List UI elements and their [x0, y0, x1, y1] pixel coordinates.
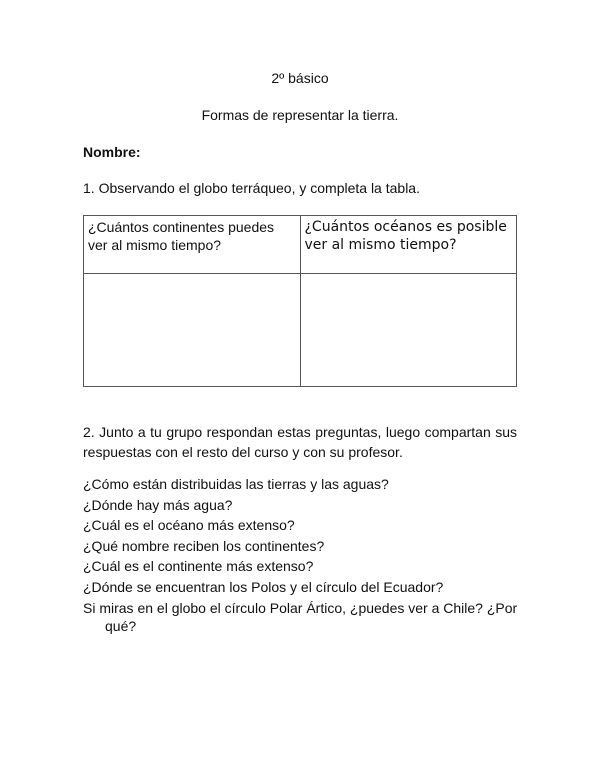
table-question-oceans: ¿Cuántos océanos es posible ver al mismo tiempo?: [300, 216, 517, 274]
answer-cell-continents[interactable]: [84, 274, 301, 387]
answer-table: [83, 215, 517, 387]
table-header-row: [84, 216, 517, 274]
worksheet-title: Formas de representar la tierra.: [201, 107, 399, 123]
question-item: Si miras en el globo el círculo Polar Ártico, ¿puedes ver a Chile? ¿Por qué?: [83, 600, 518, 634]
table-question-continents: ¿Cuántos continentes puedes ver al mismo tiempo?: [84, 216, 301, 274]
question-item: ¿Cuál es el continente más extenso?: [83, 558, 314, 574]
question-item: ¿Qué nombre reciben los continentes?: [83, 537, 325, 554]
grade-label: 2º básico: [271, 70, 329, 86]
name-label: Nombre:: [83, 144, 141, 160]
question-item: ¿Dónde se encuentran los Polos y el círculo del Ecuador?: [83, 578, 444, 595]
question-item: ¿Cuál es el océano más extenso?: [83, 517, 295, 533]
answer-cell-oceans[interactable]: [300, 274, 517, 387]
question-item: ¿Cómo están distribuidas las tierras y las aguas?: [83, 476, 389, 492]
table-answer-row: [84, 274, 517, 387]
question-item: ¿Dónde hay más agua?: [83, 496, 233, 513]
section2-instruction: 2. Junto a tu grupo respondan estas preguntas, luego compartan sus respuestas con el resto del curso y con su profesor.: [83, 424, 517, 460]
question-list: [83, 474, 523, 635]
section1-instruction: 1. Observando el globo terráqueo, y completa la tabla.: [83, 180, 420, 196]
